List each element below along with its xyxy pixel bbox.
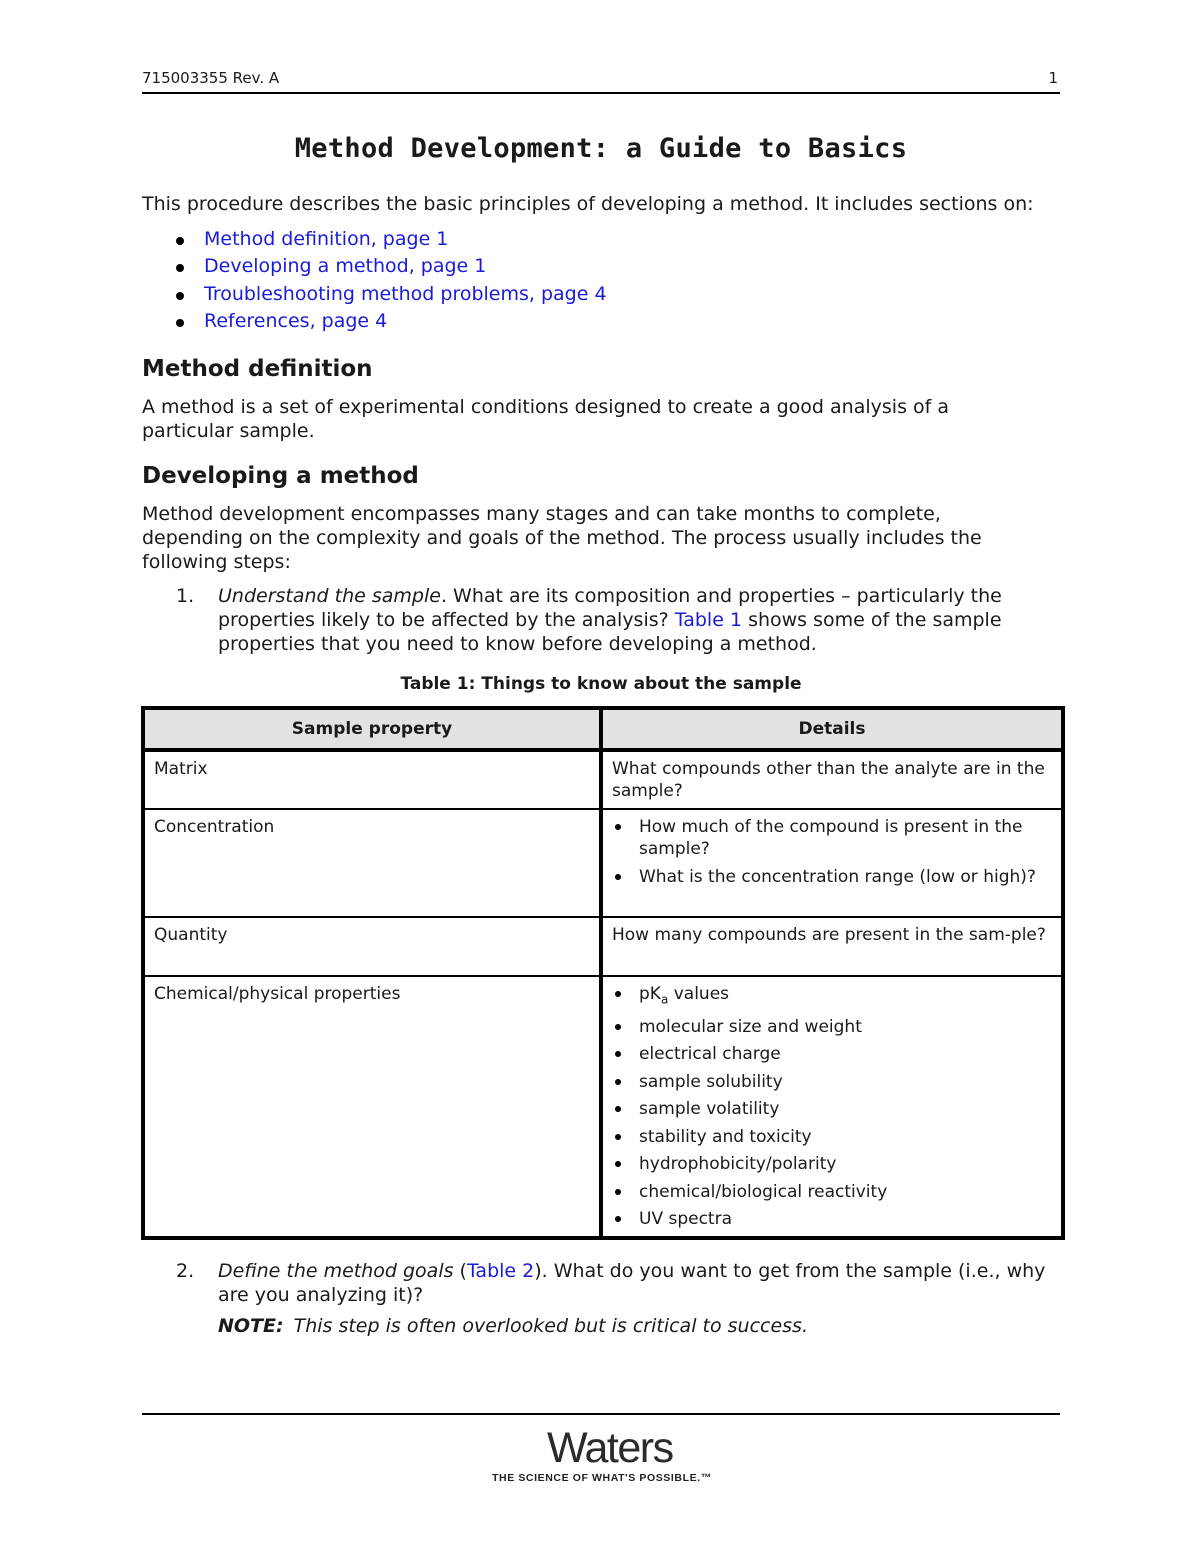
page-header [142,68,1060,94]
toc-item[interactable] [174,283,607,310]
pka-text: pK [639,984,661,1004]
list-item-text: sample volatility [639,1099,780,1120]
details-list [612,983,1053,1230]
note-label: NOTE: [218,1315,284,1337]
list-item-text: UV spectra [639,1209,733,1230]
table-caption: Table 1: Things to know about the sample [400,674,802,694]
column-header: Details [601,708,1063,750]
list-item [612,1153,1053,1175]
bullet-icon [615,991,621,997]
step-lead: Understand the sample [218,585,441,607]
property-cell: Matrix [143,750,601,809]
list-item [612,866,1053,888]
step-number: 1. [176,585,195,607]
step-text [218,1259,1048,1307]
table-row [143,809,1063,917]
details-cell [601,976,1063,1238]
bullet-icon [615,1161,621,1167]
list-item-text: electrical charge [639,1044,781,1065]
pka-subscript: a [660,992,669,1007]
bullet-icon [615,874,621,880]
table-header-row [143,708,1063,750]
toc-list [174,228,607,337]
intro-text: This procedure describes the basic principles of developing a method. It includes sections on: [142,193,1034,215]
list-item-text: sample solubility [639,1071,783,1092]
toc-link-developing[interactable]: Developing a method, page 1 [204,255,487,278]
bullet-icon [615,1189,621,1195]
section-heading-developing: Developing a method [142,463,419,489]
bullet-icon [176,292,184,300]
step-text [218,584,1048,656]
list-item [612,1016,1053,1038]
toc-item[interactable] [174,310,607,337]
bullet-icon [615,824,621,830]
bullet-icon [615,1134,621,1140]
page-title: Method Development: a Guide to Basics [294,133,908,164]
brand-tagline: THE SCIENCE OF WHAT'S POSSIBLE.™ [492,1472,712,1484]
page-number: 1 [1048,69,1058,87]
list-item [612,1181,1053,1203]
bullet-icon [176,237,184,245]
table-row [143,917,1063,976]
list-item-text: molecular size and weight [639,1016,862,1037]
list-item-text: chemical/biological reactivity [639,1181,888,1202]
step-lead: Define the method goals [218,1260,454,1282]
method-definition-text: A method is a set of experimental conditions designed to create a good analysis of a particular sample. [142,396,949,442]
bullet-icon [615,1024,621,1030]
list-item-text: stability and toxicity [639,1126,812,1147]
sample-properties-table [141,706,1065,1240]
details-cell [601,809,1063,917]
bullet-icon [615,1051,621,1057]
property-cell: Chemical/physical properties [143,976,601,1238]
footer-divider [142,1413,1060,1415]
details-cell: How many compounds are present in the sam-ple? [601,917,1063,976]
waters-logo [492,1424,742,1484]
table-2-link[interactable]: Table 2 [466,1260,535,1282]
bullet-icon [615,1079,621,1085]
list-item-text: How much of the compound is present in the sample? [639,817,1023,859]
list-item [612,1043,1053,1065]
step-body: . What are its composition and properties – particularly the properties likely to be affected by the analysis? [218,585,1002,631]
toc-item[interactable] [174,255,607,282]
column-header: Sample property [143,708,601,750]
property-cell: Quantity [143,917,601,976]
pka-suffix: values [668,984,730,1004]
bullet-icon [615,1106,621,1112]
details-list [612,816,1053,888]
list-item-text: hydrophobicity/polarity [639,1154,837,1175]
list-item [612,1208,1053,1230]
table-1-link[interactable]: Table 1 [674,609,743,631]
step-number: 2. [176,1260,195,1282]
list-item [612,1126,1053,1148]
document-id: 715003355 Rev. A [142,69,280,87]
table-row [143,976,1063,1238]
section-heading-method-definition: Method definition [142,356,373,382]
toc-link-references[interactable]: References, page 4 [204,309,388,332]
list-item [612,1071,1053,1093]
toc-item[interactable] [174,228,607,255]
developing-text: Method development encompasses many stages and can take months to complete, depending on the complexity and goals of the method. The process usually includes the following steps: [142,503,982,573]
list-item [612,816,1053,860]
step-body: shows some of the sample properties that you need to know before developing a method. [218,609,1002,655]
list-item [612,983,1053,1010]
note-text: This step is often overlooked but is critical to success. [293,1315,808,1337]
list-item-text: What is the concentration range (low or high)? [639,866,1036,887]
note [218,1315,808,1337]
toc-link-method-definition[interactable]: Method definition, page 1 [204,228,449,250]
table-row [143,750,1063,809]
bullet-icon [176,264,184,272]
bullet-icon [176,319,184,327]
details-cell: What compounds other than the analyte are in the sample? [601,750,1063,809]
step-body: ( [453,1260,467,1282]
property-cell: Concentration [143,809,601,917]
toc-link-troubleshooting[interactable]: Troubleshooting method problems, page 4 [204,282,607,305]
bullet-icon [615,1216,621,1222]
list-item [612,1098,1053,1120]
brand-wordmark: Waters [547,1424,673,1472]
step-body: ). What do you want to get from the sample (i.e., why are you analyzing it)? [218,1260,1046,1306]
